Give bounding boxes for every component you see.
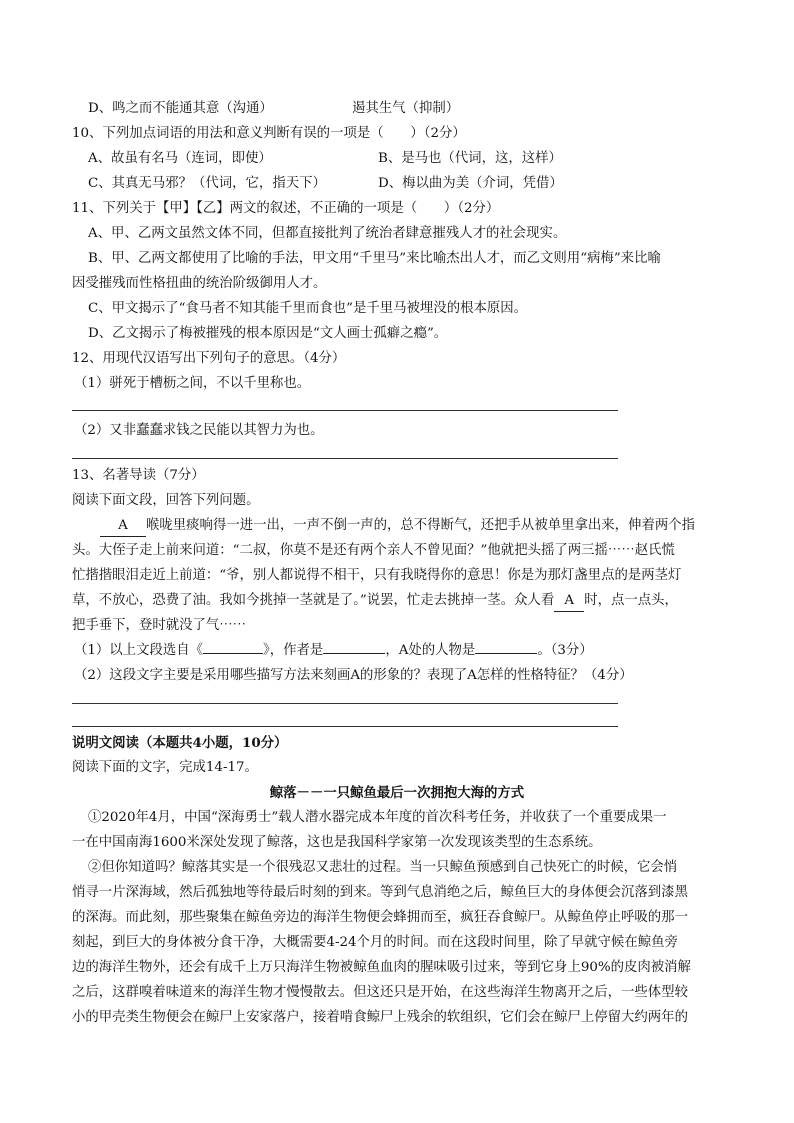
article-para2-line4: 刻起，到巨大的身体被分食干净，大概需要4-24个月的时间。而在这段时间里，除了早就守候在鲸鱼旁	[72, 935, 678, 950]
q11-option-b-line1: B、甲、乙两文都使用了比喻的手法，甲文用“千里马”来比喻杰出人才，而乙文则用“病梅”来比喻	[88, 251, 661, 266]
q11-option-a: A、甲、乙两文虽然文体不同，但都直接批判了统治者肆意摧残人才的社会现实。	[88, 226, 567, 241]
q11-option-d: D、乙文揭示了梅被摧残的根本原因是“文人画士孤癖之瘾”。	[88, 326, 448, 341]
q13-subquestion-2: （2）这段文字主要是采用哪些描写方法来刻画A的形象的？表现了A怎样的性格特征？（4分）	[74, 668, 633, 683]
article-para2-line5: 边的海洋生物外，还会有成千上万只海洋生物被鲸鱼血肉的腥味吸引过来，等到它身上90%的皮肉被消解	[72, 960, 691, 975]
article-para2-line3: 的深海。而此刻，那些聚集在鲸鱼旁边的海洋生物便会蜂拥而至，疯狂吞食鲸尸。从鲸鱼停止呼吸的那一	[72, 910, 688, 925]
q10-option-d: D、梅以曲为美（介词，凭借）	[378, 176, 563, 191]
answer-line	[72, 703, 618, 704]
article-para1-line1: ①2020年4月，中国“深海勇士”载人潜水器完成本年度的首次科考任务，并收获了一个重要成果一	[88, 810, 667, 825]
q10-option-a: A、故虽有名马（连词，即使）	[88, 151, 272, 166]
q13-passage-line2: 头。大侄子走上前来问道：“二叔，你莫不是还有两个亲人不曾见面？”他就把头摇了两三摇⋯⋯赵氏慌	[72, 543, 675, 558]
q11-option-b-line2: 因受摧残而性格扭曲的统治阶级御用人才。	[72, 276, 327, 291]
article-title: 鲸落－－一只鲸鱼最后一次拥抱大海的方式	[269, 785, 525, 801]
section-instruction: 阅读下面的文字，完成14-17。	[72, 760, 258, 775]
article-para2-line1: ②但你知道吗？鲸落其实是一个很残忍又悲壮的过程。当一只鲸鱼预感到自己快死亡的时候，它会悄	[88, 860, 678, 875]
answer-blank-author[interactable]	[323, 653, 385, 654]
q10-option-c: C、其真无马邪？（代词，它，指天下）	[88, 176, 326, 191]
q13-instruction: 阅读下面文段，回答下列问题。	[72, 493, 260, 508]
q10-stem: 10、下列加点词语的用法和意义判断有误的一项是（ ）（2分）	[72, 126, 466, 141]
q13-passage-line5: 把手垂下，登时就没了气⋯⋯	[72, 618, 247, 633]
q11-option-c: C、甲文揭示了“食马者不知其能千里而食也”是千里马被埋没的根本原因。	[88, 301, 528, 316]
answer-blank-character[interactable]	[475, 653, 537, 654]
q13-stem: 13、名著导读（7分）	[72, 468, 205, 483]
answer-line	[72, 458, 618, 459]
q12-sentence-1: （1）骈死于槽枥之间，不以千里称也。	[74, 376, 311, 391]
q13-passage-line3: 忙揩揩眼泪走近上前道：“爷，别人都说得不相干，只有我晓得你的意思！你是为那灯盏里点的是两茎灯	[72, 568, 682, 583]
blank-a: A	[554, 591, 584, 612]
blank-a: A	[100, 516, 146, 537]
article-para2-line2: 悄寻一片深海域，然后孤独地等待最后时刻的到来。等到气息消绝之后，鲸鱼巨大的身体便会沉落到漆黑	[72, 885, 688, 900]
answer-blank-book[interactable]	[203, 653, 263, 654]
article-para2-line6: 之后，这群嗅着味道来的海洋生物才慢慢散去。但这还只是开始，在这些海洋生物离开之后，一些体型较	[72, 985, 688, 1000]
q13-subquestion-1: （1）以上文段选自《 》，作者是 ，A处的人物是 。（3分）	[74, 643, 593, 658]
q12-sentence-2: （2）又非蠢蠢求钱之民能以其智力为也。	[74, 423, 324, 438]
q13-passage-line1: A 喉咙里痰响得一进一出，一声不倒一声的，总不得断气，还把手从被单里拿出来，伸着两个指	[100, 516, 695, 537]
q11-stem: 11、下列关于【甲】【乙】两文的叙述，不正确的一项是（ ）（2分）	[72, 201, 500, 216]
article-para1-line2: 一在中国南海1600米深处发现了鲸落，这也是我国科学家第一次发现该类型的生态系统。	[72, 835, 602, 850]
answer-line	[72, 410, 618, 411]
q9-option-d-part2: 遏其生气（抑制）	[352, 101, 460, 116]
article-para2-line7: 小的甲壳类生物便会在鲸尸上安家落户，接着啃食鲸尸上残余的软组织，它们会在鲸尸上停留大约两年的	[72, 1010, 688, 1025]
q13-passage-line4: 草，不放心，恐费了油。我如今挑掉一茎就是了。”说罢，忙走去挑掉一茎。众人看 A 时，点一点头，	[72, 591, 678, 612]
q10-option-b: B、是马也（代词，这，这样）	[378, 151, 562, 166]
q9-option-d-part1: D、鸣之而不能通其意（沟通）	[88, 101, 273, 116]
answer-line	[72, 726, 618, 727]
q12-stem: 12、用现代汉语写出下列句子的意思。（4分）	[72, 351, 346, 366]
section-heading: 说明文阅读（本题共4小题，10分）	[72, 735, 288, 751]
